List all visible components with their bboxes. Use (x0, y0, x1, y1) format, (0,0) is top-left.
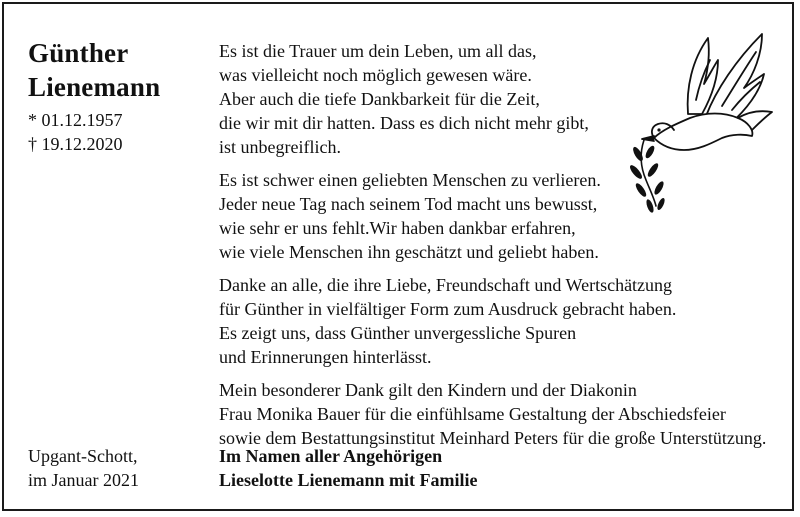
text-line: Jeder neue Tag nach seinem Tod macht uns bewusst, (219, 194, 598, 214)
notice-frame (2, 2, 794, 511)
text-line: Es ist schwer einen geliebten Menschen zu verlieren. (219, 170, 601, 190)
birth-date: * 01.12.1957 (28, 110, 123, 130)
deceased-name (28, 36, 203, 104)
text-line: Aber auch die tiefe Dankbarkeit für die Zeit, (219, 89, 540, 109)
text-line: ist unbegreiflich. (219, 137, 341, 157)
text-line: Es ist die Trauer um dein Leben, um all das, (219, 41, 537, 61)
last-name: Lienemann (28, 72, 161, 102)
text-line: wie sehr er uns fehlt.Wir haben dankbar erfahren, (219, 218, 576, 238)
signature-line: Lieselotte Lienemann mit Familie (219, 470, 478, 490)
text-line: Mein besonderer Dank gilt den Kindern und der Diakonin (219, 380, 637, 400)
signature-line: Im Namen aller Angehörigen (219, 446, 443, 466)
paragraph (219, 273, 789, 369)
text-line: für Günther in vielfältiger Form zum Ausdruck gebracht haben. (219, 299, 677, 319)
deceased-block (28, 36, 203, 156)
dove-with-olive-branch-icon (626, 26, 776, 216)
text-line: sowie dem Bestattungsinstitut Meinhard Peters für die große Unterstützung. (219, 428, 767, 448)
text-line: die wir mit dir hatten. Dass es dich nicht mehr gibt, (219, 113, 589, 133)
text-line: Es zeigt uns, dass Günther unvergessliche Spuren (219, 323, 577, 343)
text-line: Frau Monika Bauer für die einfühlsame Gestaltung der Abschiedsfeier (219, 404, 726, 424)
death-date: † 19.12.2020 (28, 134, 123, 154)
paragraph (219, 378, 789, 450)
date: im Januar 2021 (28, 470, 139, 490)
place-and-date (28, 444, 203, 492)
signature (219, 444, 477, 492)
life-dates (28, 108, 203, 156)
text-line: Danke an alle, die ihre Liebe, Freundschaft und Wertschätzung (219, 275, 673, 295)
text-line: was vielleicht noch möglich gewesen wäre. (219, 65, 532, 85)
text-line: wie viele Menschen ihn geschätzt und geliebt haben. (219, 242, 599, 262)
first-name: Günther (28, 38, 129, 68)
place: Upgant-Schott, (28, 446, 138, 466)
text-line: und Erinnerungen hinterlässt. (219, 347, 432, 367)
